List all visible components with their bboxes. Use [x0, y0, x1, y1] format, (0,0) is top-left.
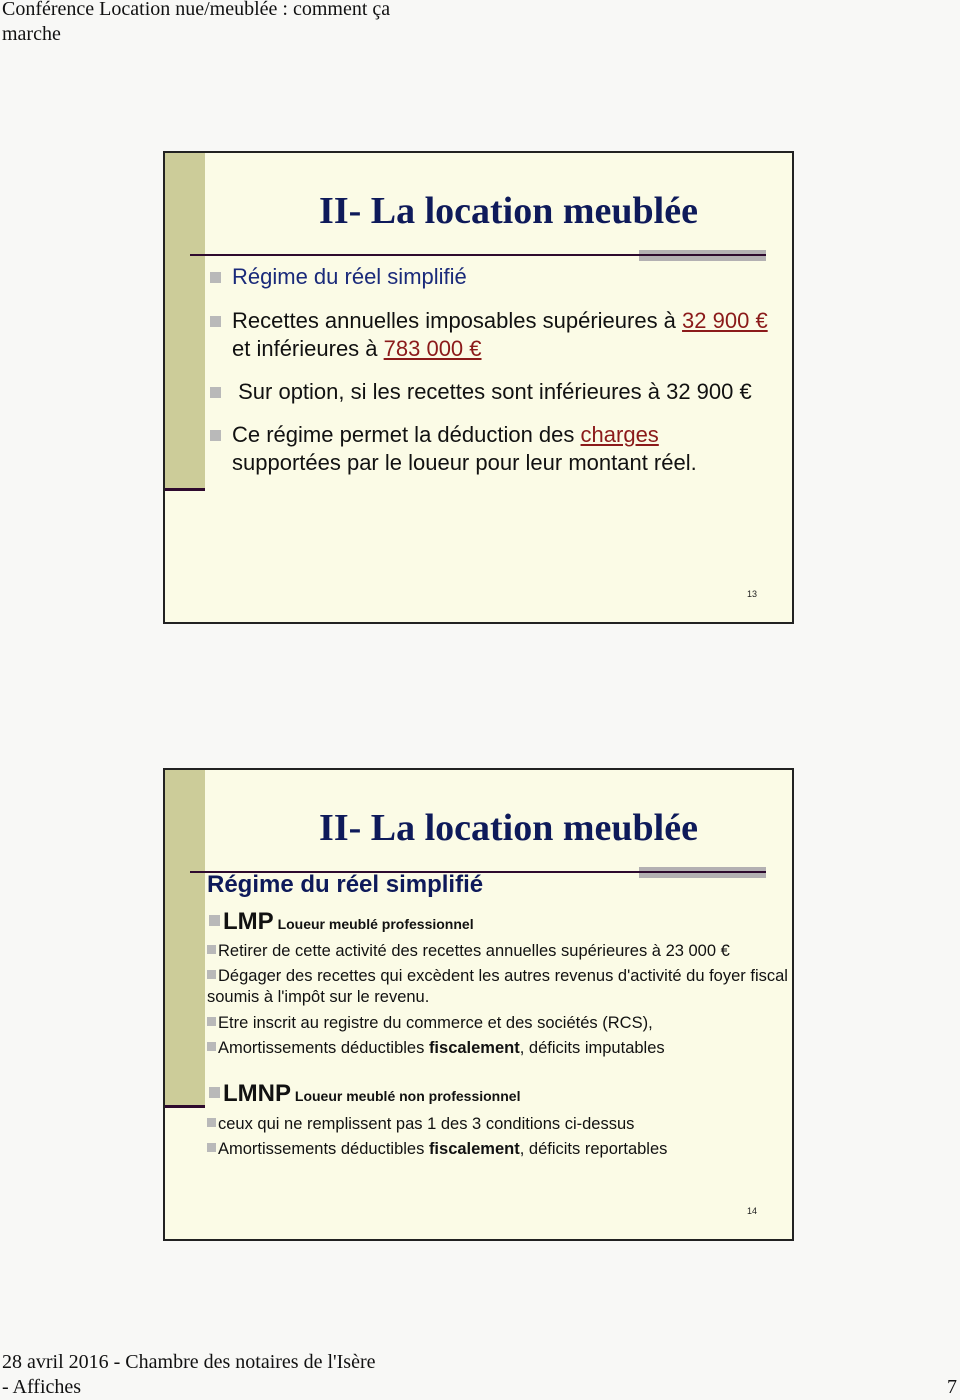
square-bullet-icon [209, 915, 220, 926]
square-bullet-icon [207, 1042, 216, 1051]
side-decoration-bar [165, 153, 205, 490]
lmp-condition: Retirer de cette activité des recettes annuelles supérieures à 23 000 € [207, 941, 792, 962]
square-bullet-icon [209, 1087, 220, 1098]
link-charges[interactable]: charges [580, 422, 659, 447]
square-bullet-icon [210, 387, 221, 398]
square-bullet-icon [210, 272, 221, 283]
square-bullet-icon [210, 430, 221, 441]
lmp-condition: Dégager des recettes qui excèdent les autres revenus d'activité du foyer fiscal soumis à l'impôt sur le revenu. [207, 967, 788, 1006]
lmnp-heading: LMNP Loueur meublé non professionnel [209, 1080, 520, 1108]
bullet-item: Sur option, si les recettes sont inférieures à 32 900 € [210, 378, 790, 406]
side-decoration-bar [165, 770, 205, 1107]
side-decoration-underline [165, 488, 205, 491]
square-bullet-icon [210, 316, 221, 327]
link-32900[interactable]: 32 900 € [682, 308, 768, 333]
bullet-item: Ce régime permet la déduction des charges supportées par le loueur pour leur montant réel. [210, 421, 790, 477]
lmnp-condition: ceux qui ne remplissent pas 1 des 3 conditions ci-dessus [207, 1114, 792, 1135]
lmp-condition: Amortissements déductibles fiscalement, déficits imputables [207, 1038, 792, 1059]
lmp-heading: LMP Loueur meublé professionnel [209, 908, 474, 936]
slide-title: II- La location meublée [319, 190, 698, 232]
square-bullet-icon [207, 1017, 216, 1026]
side-decoration-underline [165, 1105, 205, 1108]
document-footer-line2: - Affiches [2, 1376, 82, 1398]
link-783000[interactable]: 783 000 € [383, 336, 482, 361]
document-footer-line1: 28 avril 2016 - Chambre des notaires de l'Isère [2, 1351, 376, 1373]
square-bullet-icon [207, 945, 216, 954]
slide-subtitle: Régime du réel simplifié [207, 871, 484, 898]
slide-number: 14 [746, 1206, 757, 1216]
document-page-number: 7 [947, 1376, 957, 1398]
document-header: Conférence Location nue/meublée : comment ça marche [2, 0, 391, 45]
lmp-condition: Etre inscrit au registre du commerce et des sociétés (RCS), [207, 1013, 792, 1034]
title-divider-overlay [639, 871, 766, 873]
square-bullet-icon [207, 1118, 216, 1127]
slide-14 [163, 768, 794, 1241]
slide-number: 13 [746, 589, 757, 599]
square-bullet-icon [207, 970, 216, 979]
lmnp-condition: Amortissements déductibles fiscalement, déficits reportables [207, 1139, 792, 1160]
title-divider-overlay [639, 254, 766, 256]
square-bullet-icon [207, 1143, 216, 1152]
slide-title: II- La location meublée [319, 807, 698, 849]
slide-13 [163, 151, 794, 624]
bullet-item: Recettes annuelles imposables supérieures à 32 900 € et inférieures à 783 000 € [210, 307, 790, 363]
bullet-item: Régime du réel simplifié [210, 263, 790, 291]
